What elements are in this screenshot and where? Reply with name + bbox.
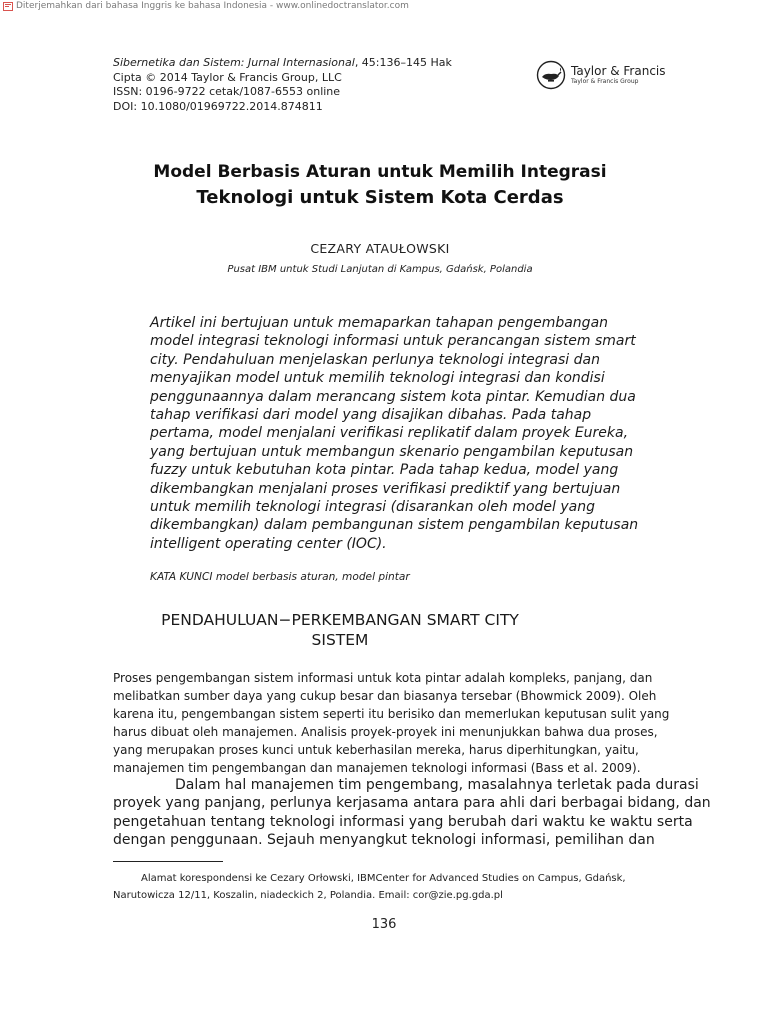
abstract-line: fuzzy untuk kebutuhan kota pintar. Pada tahap kedua, model yang xyxy=(150,462,619,479)
footnote-divider xyxy=(113,861,223,862)
paragraph-line: dengan penggunaan. Sejauh menyangkut teknologi informasi, pemilihan dan xyxy=(113,832,655,849)
author-name: CEZARY ATAUŁOWSKI xyxy=(310,241,450,256)
paragraph-line: melibatkan sumber daya yang cukup besar dan biasanya tersebar (Bhowmick 2009). Oleh xyxy=(113,689,657,703)
page-number: 136 xyxy=(371,917,397,932)
abstract-line: Artikel ini bertujuan untuk memaparkan tahapan pengembangan xyxy=(150,315,609,331)
abstract-line: untuk memilih teknologi integrasi (disarankan oleh model yang xyxy=(150,499,595,516)
section-heading-line1: PENDAHULUAN−PERKEMBANGAN SMART CITY xyxy=(161,611,519,629)
section-heading-line2: SISTEM xyxy=(311,631,369,649)
author-affiliation: Pusat IBM untuk Studi Lanjutan di Kampus, Gdańsk, Polandia xyxy=(227,264,533,275)
paragraph-line: Proses pengembangan sistem informasi untuk kota pintar adalah kompleks, panjang, dan xyxy=(113,671,653,685)
footnote xyxy=(113,870,658,904)
translate-icon xyxy=(3,2,13,11)
journal-name: Sibernetika dan Sistem: Jurnal Internasional xyxy=(113,56,355,69)
doi-line: DOI: 10.1080/01969722.2014.874811 xyxy=(113,99,323,113)
abstract-line: tahap verifikasi dari model yang disajikan dibahas. Pada tahap xyxy=(150,407,592,424)
publisher-logo xyxy=(536,59,666,91)
journal-info xyxy=(113,56,453,114)
abstract-line: intelligent operating center (IOC). xyxy=(150,535,387,552)
abstract-line: dikembangkan menjalani proses verifikasi prediktif yang bertujuan xyxy=(150,480,621,497)
section-heading xyxy=(130,610,550,650)
title-line2: Teknologi untuk Sistem Kota Cerdas xyxy=(196,187,564,208)
abstract-line: penggunaannya dalam merancang sistem kota pintar. Kemudian dua xyxy=(150,388,636,405)
publisher-group: Taylor & Francis Group xyxy=(571,78,639,85)
copyright-line: Cipta © 2014 Taylor & Francis Group, LLC xyxy=(113,70,342,84)
paragraph-line: yang merupakan proses kunci untuk keberhasilan mereka, harus diperhitungkan, yaitu, xyxy=(113,743,639,757)
abstract-line: yang bertujuan untuk membangun skenario pengambilan keputusan xyxy=(150,443,634,460)
translator-link[interactable]: Diterjemahkan dari bahasa Inggris ke bahasa Indonesia - www.onlinedoctranslator.com xyxy=(16,1,409,11)
body-paragraph-2 xyxy=(113,776,711,850)
paragraph-line: Dalam hal manajemen tim pengembang, masalahnya terletak pada durasi xyxy=(175,777,699,793)
abstract-line: city. Pendahuluan menjelaskan perlunya teknologi integrasi dan xyxy=(150,351,600,368)
keywords: KATA KUNCI model berbasis aturan, model pintar xyxy=(150,571,410,583)
paragraph-line: manajemen tim pengembangan dan manajemen teknologi informasi (Bass et al. 2009). xyxy=(113,761,641,775)
footnote-line: Narutowicza 12/11, Koszalin, niadeckich 2, Polandia. Email: cor@zie.pg.gda.pl xyxy=(113,890,503,901)
paragraph-line: proyek yang panjang, perlunya kerjasama antara para ahli dari berbagai bidang, dan xyxy=(113,795,711,812)
oil-lamp-icon xyxy=(536,60,566,90)
body-paragraph-1 xyxy=(113,669,670,777)
publisher-name: Taylor & Francis xyxy=(571,64,666,78)
journal-info-line1 xyxy=(113,56,453,71)
paragraph-line: karena itu, pengembangan sistem seperti itu berisiko dan memerlukan keputusan sulit yang xyxy=(113,707,670,721)
footnote-line: Alamat korespondensi ke Cezary Orłowski, IBMCenter for Advanced Studies on Campus, Gdańsk, xyxy=(141,873,626,884)
translator-bar xyxy=(0,0,420,12)
title-line1: Model Berbasis Aturan untuk Memilih Integrasi xyxy=(153,162,607,182)
issn-line: ISSN: 0196-9722 cetak/1087-6553 online xyxy=(113,85,341,99)
paper-title xyxy=(110,159,650,211)
paragraph-line: harus dibuat oleh manajemen. Analisis proyek-proyek ini menunjukkan bahwa dua proses, xyxy=(113,725,658,739)
journal-volume: , 45:136–145 Hak xyxy=(354,56,452,69)
abstract xyxy=(150,314,639,553)
abstract-line: pertama, model menjalani verifikasi replikatif dalam proyek Eureka, xyxy=(150,425,629,442)
abstract-line: dikembangkan) dalam pembangunan sistem pengambilan keputusan xyxy=(150,517,639,534)
abstract-line: menyajikan model untuk memilih teknologi integrasi dan kondisi xyxy=(150,370,605,387)
paragraph-line: pengetahuan tentang teknologi informasi yang berubah dari waktu ke waktu serta xyxy=(113,813,693,830)
abstract-line: model integrasi teknologi informasi untuk perancangan sistem smart xyxy=(150,333,636,350)
